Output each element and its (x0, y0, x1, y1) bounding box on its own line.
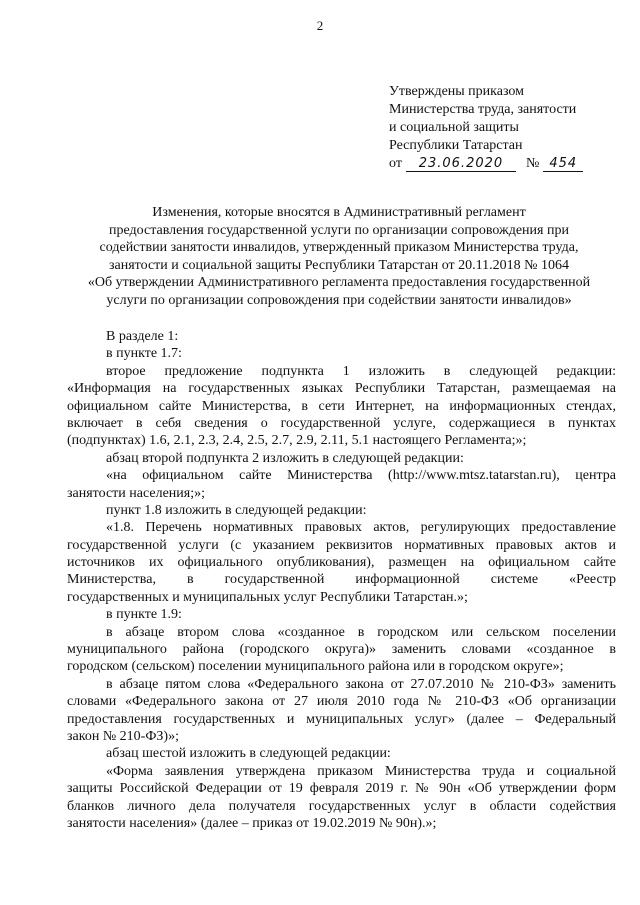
body-line: в абзаце втором слова «созданное в городском или сельском поселении (106, 624, 616, 640)
heading-line: содействии занятости инвалидов, утвержденный приказом Министерства труда, (99, 240, 579, 255)
heading-line: занятости и социальной защиты Республики Татарстан от 20.11.2018 № 1064 (109, 257, 569, 273)
body-line: Министерства, в государственной информационной системе «Реестр (67, 572, 616, 588)
number-sign: № (525, 156, 540, 171)
approval-block (389, 83, 629, 173)
body-line: государственных и муниципальных услуг Республики Татарстан.»; (67, 589, 468, 605)
heading-line: Изменения, которые вносятся в Административный регламент (152, 205, 526, 220)
body-line: абзац шестой изложить в следующей редакции: (106, 746, 391, 762)
approval-line: и социальной защиты (389, 120, 519, 135)
body-line: занятости населения» (далее – приказ от 19.02.2019 № 90н).»; (67, 815, 437, 831)
body-line: в абзаце пятом слова «Федерального закона от 27.07.2010 № 210-ФЗ» заменить (106, 676, 616, 692)
document-heading (62, 204, 616, 309)
body-line: включает в себя сведения о государственной услуге, содержащиеся в пунктах (67, 415, 616, 431)
body-line: пункт 1.8 изложить в следующей редакции: (106, 502, 367, 518)
body-line: «Форма заявления утверждена приказом Министерства труда и социальной (106, 763, 616, 779)
body-line: закон № 210-ФЗ)»; (67, 728, 179, 744)
body-line: официальном сайте Министерства, в сети Интернет, на информационных стендах, (67, 398, 616, 414)
heading-line: предоставления государственной услуги по организации сопровождения при (109, 222, 569, 238)
body-line: занятости населения;»; (67, 485, 205, 501)
body-line: В разделе 1: (106, 329, 179, 344)
body-line: «на официальном сайте Министерства (http://www.mtsz.tatarstan.ru), центра (106, 468, 616, 484)
approval-line: Утверждены приказом (389, 84, 525, 99)
body-line: (подпунктах) 1.6, 2.1, 2.3, 2.4, 2.5, 2.7, 2.9, 2.11, 5.1 настоящего Регламента;»; (67, 433, 527, 449)
body-line: защиты Российской Федерации от 19 февраля 2019 г. № 90н «Об утверждении форм (67, 781, 616, 797)
heading-line: «Об утверждении Административного регламента предоставления государственной (87, 275, 591, 290)
body-line: второе предложение подпункта 1 изложить в следующей редакции: (106, 363, 616, 379)
body-line: предоставления государственных и муниципальных услуг» (далее – Федеральный (67, 711, 616, 727)
body-line: государственной услуги (с указанием реквизитов нормативных правовых актов и (67, 537, 616, 553)
handwritten-date: 23.06.2020 (406, 157, 516, 172)
body-line: в пункте 1.9: (106, 607, 182, 623)
body-line: городском (сельском) поселении муниципального района или в городском округе»; (67, 659, 564, 675)
approval-line: Республики Татарстан (389, 138, 523, 153)
handwritten-order-number: 454 (543, 157, 583, 172)
body-line: «Информация на государственных языках Республики Татарстан, размещаемая на (67, 381, 616, 397)
date-prefix: от (389, 156, 402, 171)
body-line: источников их официального опубликования), размещен на официальном сайте (67, 555, 616, 571)
document-body (67, 328, 616, 832)
body-line: абзац второй подпункта 2 изложить в следующей редакции: (106, 450, 464, 466)
heading-line: услуги по организации сопровождения при содействии занятости инвалидов» (106, 292, 572, 308)
body-line: бланков личного дела получателя государственных услуг в области содействия (67, 798, 616, 814)
page-number: 2 (316, 18, 324, 33)
approval-date-number-line (389, 155, 629, 173)
body-line: муниципального района (городского округа)» заменить словами «созданное в (67, 642, 616, 658)
approval-line: Министерства труда, занятости (389, 102, 577, 117)
body-line: в пункте 1.7: (106, 346, 182, 362)
body-line: словами «Федерального закона от 27 июля 2010 года № 210-ФЗ «Об организации (67, 694, 616, 710)
body-line: «1.8. Перечень нормативных правовых актов, регулирующих предоставление (106, 520, 616, 536)
